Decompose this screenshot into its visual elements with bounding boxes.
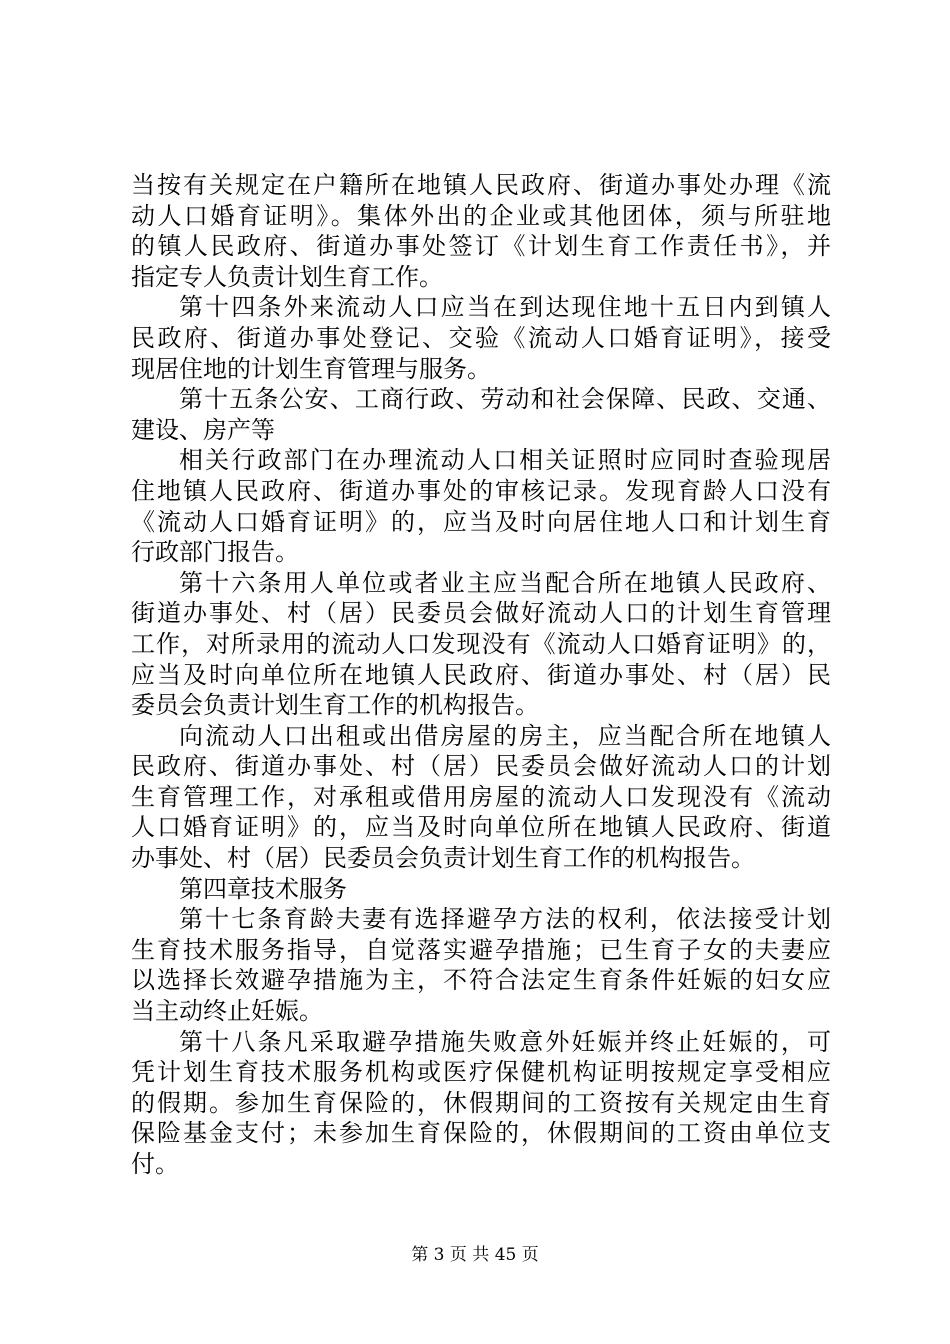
text-line: 保险基金支付；未参加生育保险的，休假期间的工资由单位支 — [131, 1119, 831, 1148]
text-line: 指定专人负责计划生育工作。 — [131, 262, 443, 291]
text-line: 当按有关规定在户籍所在地镇人民政府、街道办事处办理《流 — [131, 171, 831, 199]
text-line: 第十七条育龄夫妻有选择避孕方法的权利，依法接受计划 — [179, 905, 831, 934]
text-line: 应当及时向单位所在地镇人民政府、街道办事处、村（居）民 — [131, 660, 831, 689]
text-line: 行政部门报告。 — [131, 538, 299, 567]
text-line: 向流动人口出租或出借房屋的房主，应当配合所在地镇人 — [179, 721, 831, 750]
text-line: 第十六条用人单位或者业主应当配合所在地镇人民政府、 — [179, 568, 831, 597]
text-line: 第四章技术服务 — [179, 874, 347, 903]
text-line: 第十八条凡采取避孕措施失败意外妊娠并终止妊娠的，可 — [179, 1027, 831, 1056]
text-line: 民政府、街道办事处登记、交验《流动人口婚育证明》，接受 — [131, 323, 831, 352]
body-text — [131, 170, 831, 1180]
text-line: 《流动人口婚育证明》的，应当及时向居住地人口和计划生育 — [131, 507, 831, 536]
text-line: 人口婚育证明》的，应当及时向单位所在地镇人民政府、街道 — [131, 813, 831, 842]
text-line: 委员会负责计划生育工作的机构报告。 — [131, 691, 539, 720]
text-line: 办事处、村（居）民委员会负责计划生育工作的机构报告。 — [131, 844, 755, 873]
text-line: 建设、房产等 — [131, 415, 275, 444]
text-line: 的假期。参加生育保险的，休假期间的工资按有关规定由生育 — [131, 1088, 831, 1117]
text-line: 第十五条公安、工商行政、劳动和社会保障、民政、交通、 — [179, 385, 831, 414]
text-line: 的镇人民政府、街道办事处签订《计划生育工作责任书》，并 — [131, 232, 831, 261]
text-line: 凭计划生育技术服务机构或医疗保健机构证明按规定享受相应 — [131, 1058, 831, 1087]
text-line: 生育技术服务指导，自觉落实避孕措施；已生育子女的夫妻应 — [131, 935, 831, 964]
text-line: 民政府、街道办事处、村（居）民委员会做好流动人口的计划 — [131, 752, 831, 781]
text-line: 当主动终止妊娠。 — [131, 997, 323, 1026]
text-line: 付。 — [131, 1150, 179, 1178]
text-line: 相关行政部门在办理流动人口相关证照时应同时查验现居 — [179, 446, 831, 475]
text-line: 住地镇人民政府、街道办事处的审核记录。发现育龄人口没有 — [131, 476, 831, 505]
page-number: 第 3 页 共 45 页 — [411, 1245, 539, 1265]
text-line: 以选择长效避孕措施为主，不符合法定生育条件妊娠的妇女应 — [131, 966, 831, 995]
text-line: 动人口婚育证明》。集体外出的企业或其他团体，须与所驻地 — [131, 201, 831, 230]
text-line: 工作，对所录用的流动人口发现没有《流动人口婚育证明》的， — [131, 629, 831, 658]
page-footer — [0, 1244, 950, 1266]
text-line: 第十四条外来流动人口应当在到达现住地十五日内到镇人 — [179, 293, 831, 322]
text-line: 现居住地的计划生育管理与服务。 — [131, 354, 491, 383]
text-line: 生育管理工作，对承租或借用房屋的流动人口发现没有《流动 — [131, 782, 831, 811]
text-line: 街道办事处、村（居）民委员会做好流动人口的计划生育管理 — [131, 599, 831, 628]
